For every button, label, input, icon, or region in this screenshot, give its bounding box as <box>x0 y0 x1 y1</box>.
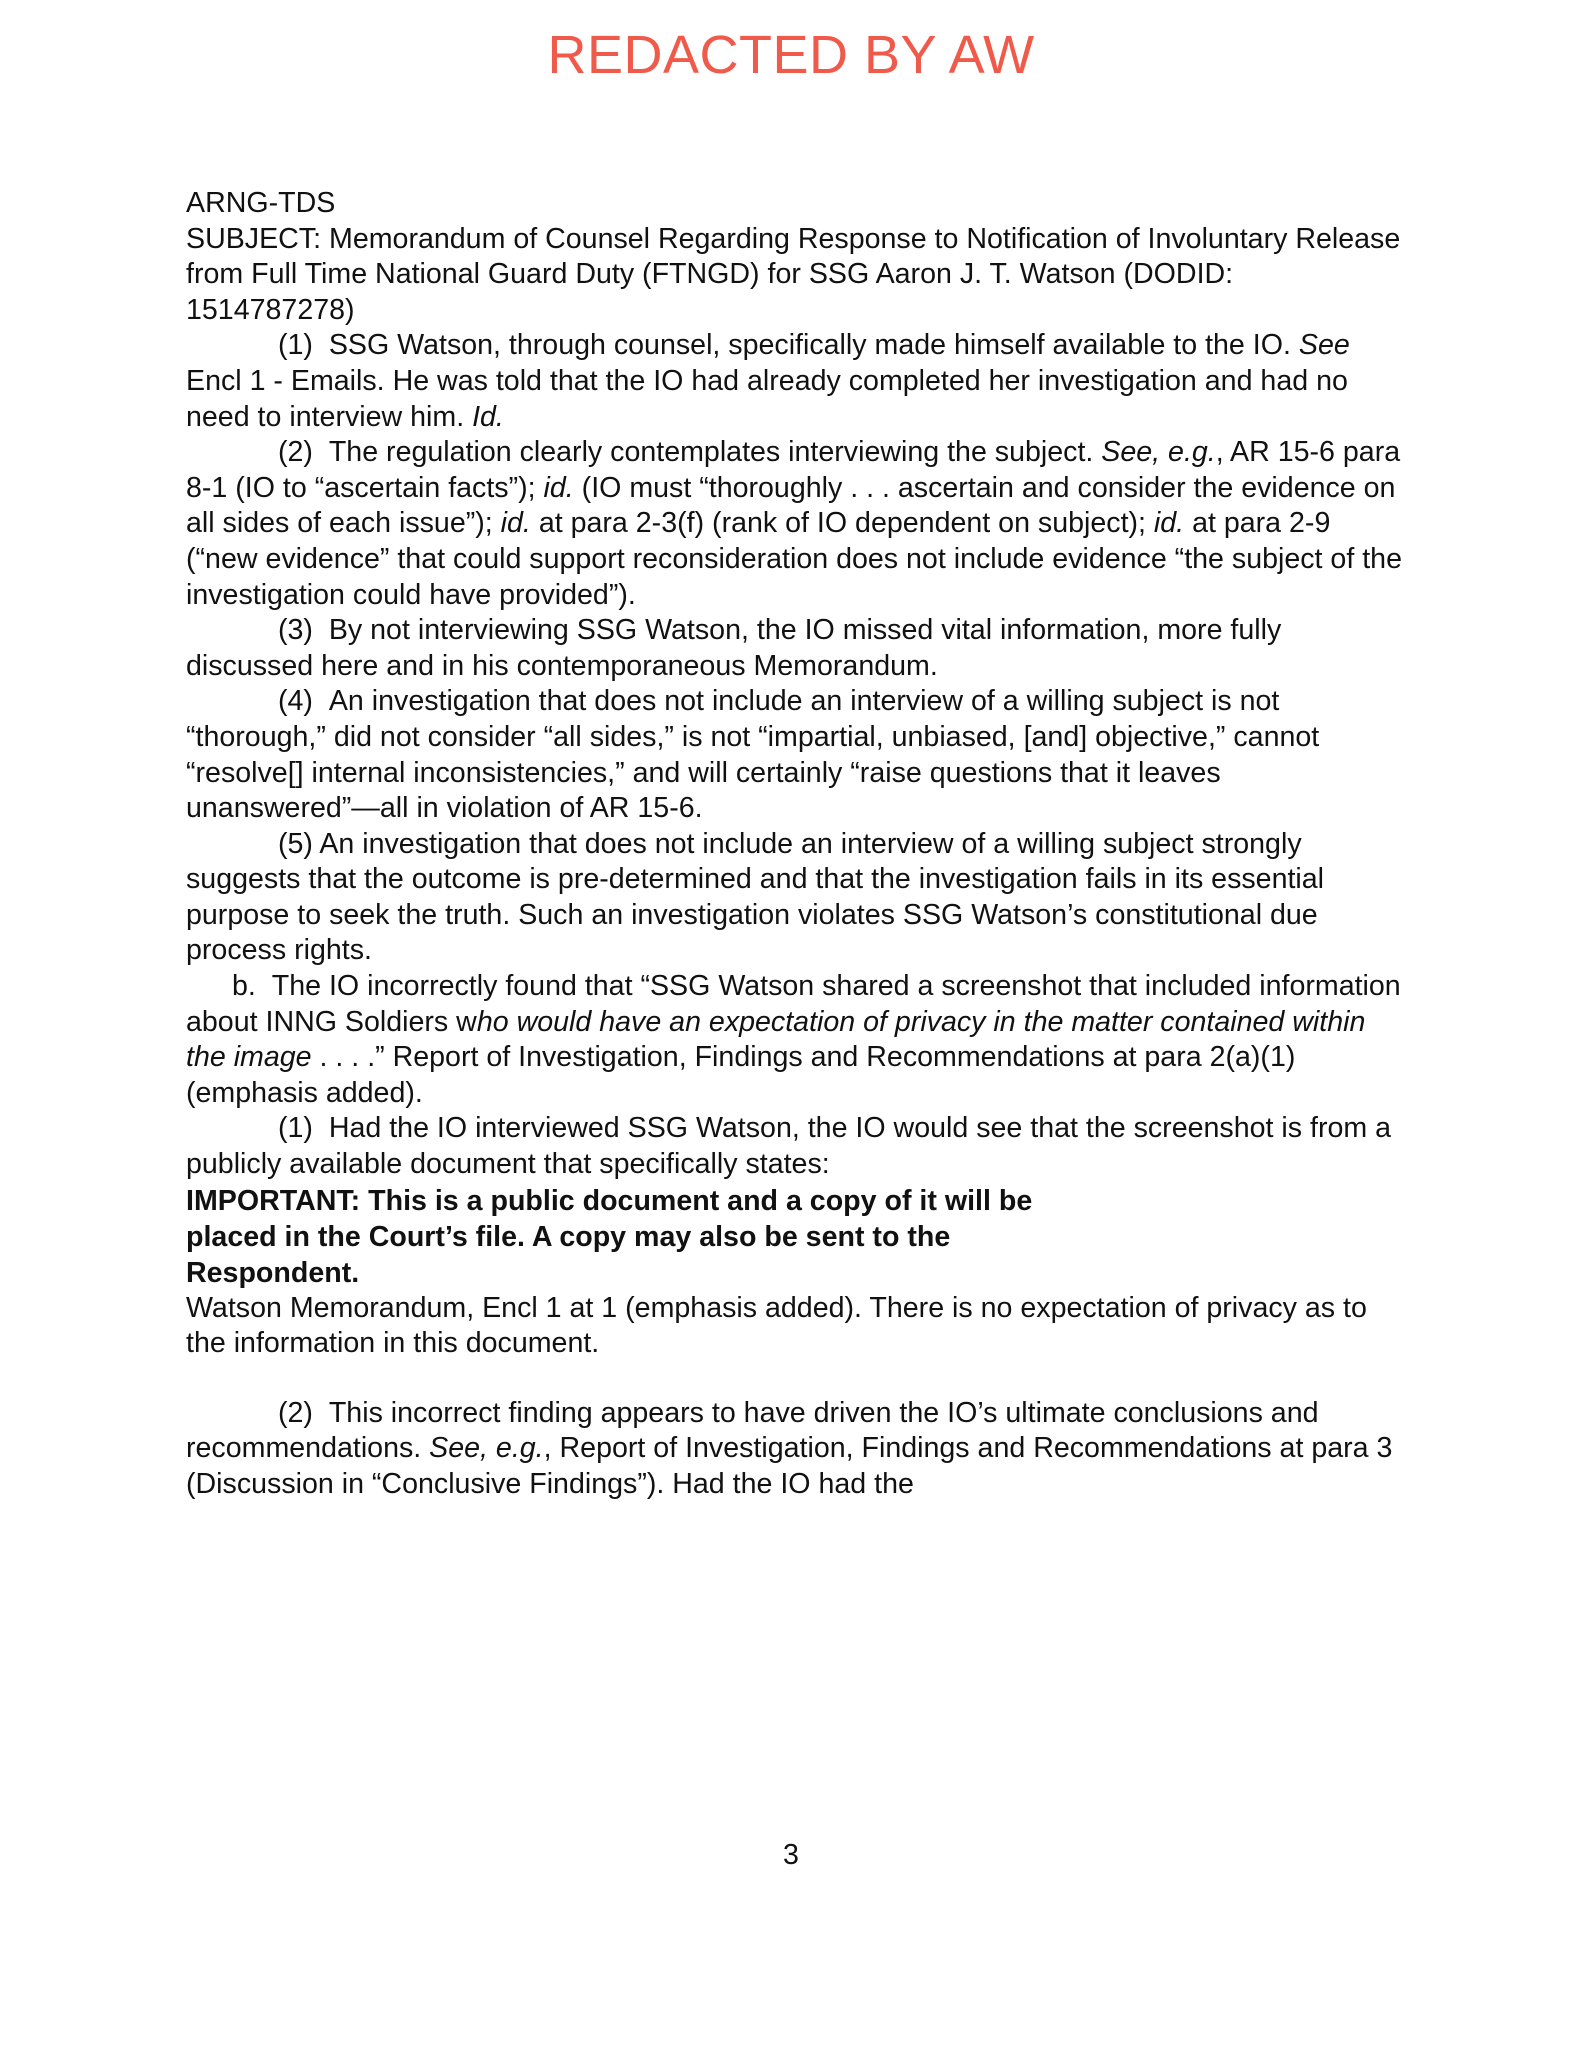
paragraph-text: This incorrect finding appears to have driven the IO’s ultimate conclusions and recommendations. <box>186 1396 1319 1465</box>
citation-signal: See <box>1298 329 1350 362</box>
paragraph-text: , Report of Investigation, Findings and Recommendations at para 3 (Discussion in “Conclusive Findings”). Had the IO had the <box>186 1432 1393 1500</box>
paragraph-text: , AR 15-6 para 8-1 (IO to “ascertain facts”); <box>186 436 1401 504</box>
paragraph-text: An investigation that does not include an interview of a willing subject is not “thorough,” did not consider “all sides,” is not “impartial, unbiased, [and] objective,” cannot “resolve[] internal inconsistencies,” and will certainly “raise questions that it leaves unanswered”—all in violation of AR 15-6. <box>186 685 1320 825</box>
paragraph-number: (1) <box>278 329 313 362</box>
paragraph-number: (1) <box>278 1112 313 1145</box>
paragraph-number: (3) <box>278 614 313 647</box>
paragraph-a1 <box>186 328 1406 435</box>
paragraph-text: Encl 1 - Emails. He was told that the IO had already completed her investigation and had no need to interview him. <box>186 364 1348 433</box>
paragraph-a2 <box>186 435 1406 613</box>
paragraph-a5 <box>186 827 1406 969</box>
paragraph-b <box>186 969 1406 1111</box>
redaction-watermark: REDACTED BY AW <box>547 25 1035 85</box>
paragraph-b2 <box>186 1396 1406 1503</box>
citation-id: id. <box>500 507 531 540</box>
paragraph-text: (IO must “thoroughly . . . ascertain and consider the evidence on all sides of each issue”); <box>186 471 1396 540</box>
office-symbol: ARNG-TDS <box>186 187 336 219</box>
paragraph-text: SSG Watson, through counsel, specifically made himself available to the IO. <box>328 329 1291 362</box>
citation-signal: See, e.g. <box>429 1432 544 1465</box>
paragraph-b1 <box>186 1111 1406 1182</box>
page-number: 3 <box>783 1839 799 1871</box>
citation-id: id. <box>543 471 574 504</box>
paragraph-a4 <box>186 684 1406 826</box>
paragraph-text: . . . .” Report of Investigation, Findings and Recommendations at para 2(a)(1) (emphasis added). <box>186 1041 1296 1109</box>
paragraph-text: The regulation clearly contemplates interviewing the subject. <box>328 436 1102 469</box>
paragraph-text: By not interviewing SSG Watson, the IO missed vital information, more fully discussed here and in his contemporaneous Memorandum. <box>186 614 1282 682</box>
paragraph-text: Had the IO interviewed SSG Watson, the IO would see that the screenshot is from a publicly available document that specifically states: <box>186 1112 1392 1181</box>
paragraph-after-quote: Watson Memorandum, Encl 1 at 1 (emphasis added). There is no expectation of privacy as to the information in this document. <box>186 1291 1367 1360</box>
emphasized-quote: ho would have an expectation of privacy in the matter contained within the image <box>186 1005 1366 1074</box>
paragraph-text: at para 2-9 (“new evidence” that could support reconsideration does not include evidence “the subject of the investigation could have provided”). <box>186 507 1402 611</box>
paragraph-number: (2) <box>278 436 313 469</box>
paragraph-number: (2) <box>278 1396 313 1429</box>
paragraph-number: (5) <box>278 827 313 860</box>
block-quote: IMPORTANT: This is a public document and a copy of it will be placed in the Court’s file. A copy may also be sent to the Respondent. <box>186 1184 1033 1289</box>
citation-signal: See, e.g. <box>1101 436 1216 469</box>
paragraph-text: The IO incorrectly found that “SSG Watson shared a screenshot that included information about INNG Soldiers w <box>186 970 1401 1038</box>
paragraph-a3 <box>186 613 1406 684</box>
paragraph-number: (4) <box>278 685 313 718</box>
citation-id: Id. <box>472 400 504 433</box>
citation-id: id. <box>1153 507 1185 540</box>
subject-line: SUBJECT: Memorandum of Counsel Regarding Response to Notification of Involuntary Release from Full Time National Guard Duty (FTNGD) for SSG Aaron J. T. Watson (DODID: 1514787278) <box>186 222 1401 326</box>
paragraph-text: An investigation that does not include an interview of a willing subject strongly suggests that the outcome is pre-determined and that the investigation fails in its essential purpose to seek the truth. Such an investigation violates SSG Watson’s constitutional due process rights. <box>186 827 1325 967</box>
paragraph-letter: b. <box>232 970 256 1003</box>
memorandum-body <box>186 186 1406 1503</box>
paragraph-text: at para 2-3(f) (rank of IO dependent on subject); <box>530 507 1154 540</box>
